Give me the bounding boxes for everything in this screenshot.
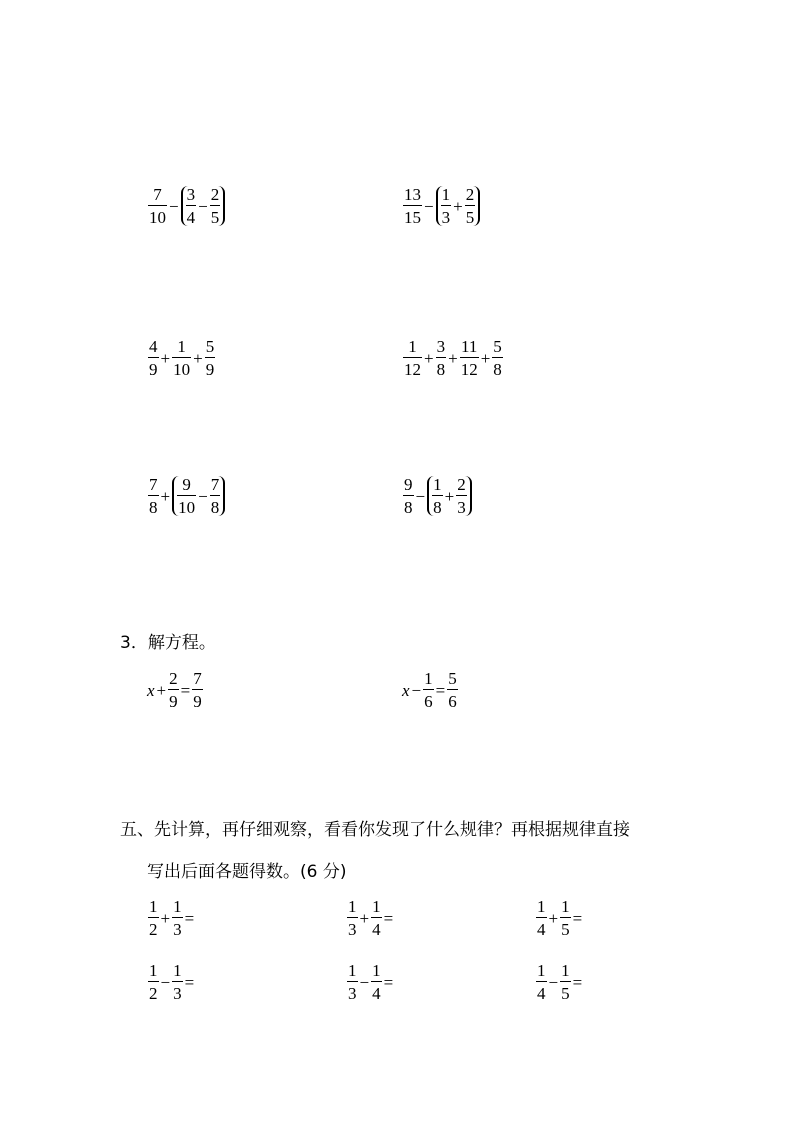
variable: x [402, 680, 410, 700]
fraction: $\frac{1}{4}$ [372, 961, 381, 1003]
operator: − [411, 680, 422, 700]
operator: − [198, 196, 208, 216]
fraction: $\frac{1}{4}$ [537, 897, 546, 939]
fraction: $\frac{4}{9}$ [149, 337, 158, 379]
pattern-sum-3 [535, 898, 583, 938]
fraction: $\frac{2}{5}$ [465, 185, 475, 227]
fraction: $\frac{7}{9}$ [193, 669, 202, 711]
expression-5 [147, 476, 225, 516]
parenthesis-group [172, 476, 225, 516]
operator: + [160, 348, 171, 368]
fraction: $\frac{1}{4}$ [537, 961, 546, 1003]
fraction: $\frac{1}{3}$ [348, 897, 357, 939]
operator: + [424, 348, 434, 368]
equals-sign: = [572, 908, 583, 928]
equals-sign: = [184, 972, 195, 992]
section-5-title-line2: 写出后面各题得数。(6 分) [147, 862, 347, 882]
fraction: $\frac{3}{8}$ [436, 337, 446, 379]
fraction: $\frac{7}{8}$ [149, 475, 158, 517]
variable: x [147, 680, 155, 700]
fraction: $\frac{2}{3}$ [457, 475, 466, 517]
operator: + [160, 486, 171, 506]
fraction: $\frac{5}{8}$ [493, 337, 502, 379]
fraction: $\frac{1}{3}$ [173, 897, 182, 939]
fraction: $\frac{1}{5}$ [561, 897, 570, 939]
operator: + [160, 908, 171, 928]
operator: − [359, 972, 370, 992]
fraction: $\frac{1}{3}$ [441, 185, 451, 227]
pattern-sum-2 [346, 898, 394, 938]
equation-2 [402, 670, 459, 710]
fraction: $\frac{1}{12}$ [404, 337, 421, 379]
operator: + [480, 348, 491, 368]
expression-6 [402, 476, 472, 516]
operator: + [448, 348, 458, 368]
equals-sign: = [435, 680, 446, 700]
fraction: $\frac{9}{10}$ [178, 475, 196, 517]
equation-1 [147, 670, 204, 710]
operator: − [160, 972, 171, 992]
operator: + [156, 680, 167, 700]
pattern-sum-1 [147, 898, 195, 938]
operator: − [424, 196, 434, 216]
operator: + [193, 348, 203, 368]
parenthesis-group [181, 186, 226, 226]
pattern-diff-3 [535, 962, 583, 1002]
section-5-title-line1: 五、先计算，再仔细观察，看看你发现了什么规律？再根据规律直接 [120, 820, 630, 840]
equals-sign: = [572, 972, 583, 992]
expression-4 [402, 338, 504, 378]
parenthesis-group [427, 476, 472, 516]
fraction: $\frac{1}{2}$ [149, 961, 158, 1003]
fraction: $\frac{1}{8}$ [433, 475, 442, 517]
equals-sign: = [383, 908, 394, 928]
fraction: $\frac{1}{5}$ [561, 961, 570, 1003]
operator: − [198, 486, 208, 506]
fraction: $\frac{11}{12}$ [460, 337, 478, 379]
equals-sign: = [184, 908, 195, 928]
operator: − [169, 196, 179, 216]
fraction: $\frac{7}{8}$ [210, 475, 220, 517]
pattern-diff-2 [346, 962, 394, 1002]
fraction: $\frac{3}{4}$ [186, 185, 196, 227]
operator: − [548, 972, 559, 992]
fraction: $\frac{1}{6}$ [424, 669, 433, 711]
fraction: $\frac{9}{8}$ [404, 475, 413, 517]
fraction: $\frac{1}{3}$ [348, 961, 357, 1003]
section-3-title: 3．解方程。 [120, 633, 216, 653]
operator: − [415, 486, 426, 506]
pattern-diff-1 [147, 962, 195, 1002]
fraction: $\frac{5}{6}$ [448, 669, 457, 711]
fraction: $\frac{7}{10}$ [149, 185, 166, 227]
expression-2 [402, 186, 480, 226]
operator: + [444, 486, 455, 506]
fraction: $\frac{1}{4}$ [372, 897, 381, 939]
parenthesis-group [436, 186, 481, 226]
equals-sign: = [383, 972, 394, 992]
operator: + [453, 196, 463, 216]
equals-sign: = [180, 680, 191, 700]
expression-3 [147, 338, 216, 378]
fraction: $\frac{1}{10}$ [173, 337, 191, 379]
operator: + [548, 908, 559, 928]
fraction: $\frac{5}{9}$ [205, 337, 215, 379]
fraction: $\frac{2}{5}$ [210, 185, 220, 227]
fraction: $\frac{1}{2}$ [149, 897, 158, 939]
expression-1 [147, 186, 225, 226]
fraction: $\frac{13}{15}$ [404, 185, 421, 227]
fraction: $\frac{2}{9}$ [169, 669, 178, 711]
operator: + [359, 908, 370, 928]
fraction: $\frac{1}{3}$ [173, 961, 182, 1003]
